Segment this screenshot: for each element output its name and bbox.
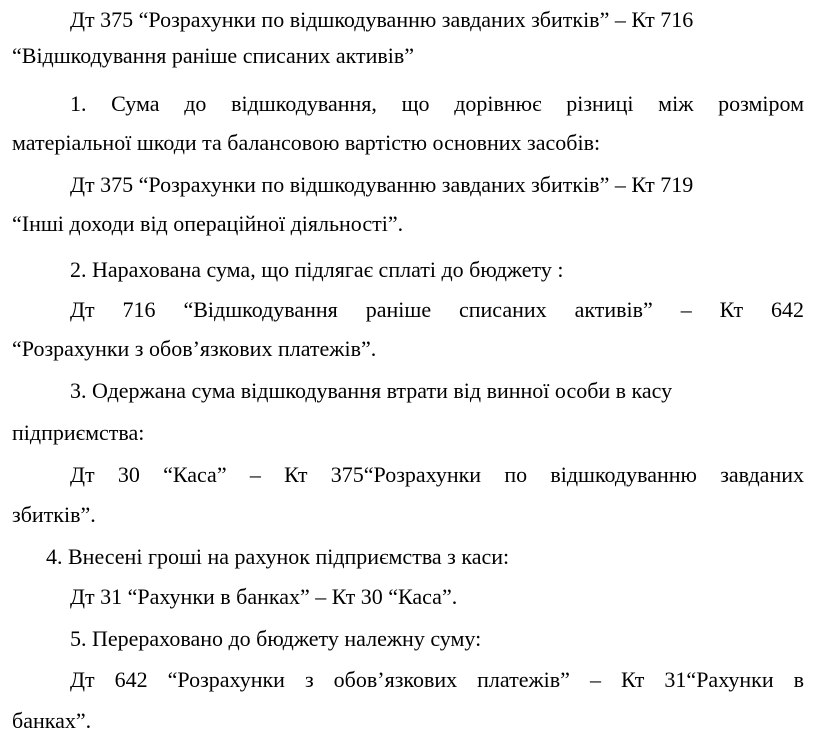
entry-line-30-375-cont: збитків”. [12, 502, 96, 527]
entry-line-642-31-cont: банках”. [12, 708, 92, 733]
item-5-line: 5. Перераховано до бюджету належну суму: [70, 626, 482, 651]
item-2-line: 2. Нарахована сума, що підлягає сплаті до бюджету : [70, 257, 564, 282]
entry-line-375-716-cont: “Відшкодування раніше списаних активів” [12, 43, 415, 68]
item-3-line: 3. Одержана сума відшкодування втрати від винної особи в касу [70, 378, 673, 403]
item-4-line: 4. Внесені гроші на рахунок підприємства з каси: [46, 544, 510, 569]
entry-line-716-642: Дт 716 “Відшкодування раніше списаних активів” – Кт 642 [70, 297, 804, 322]
entry-line-31-30: Дт 31 “Рахунки в банках” – Кт 30 “Каса”. [70, 584, 458, 609]
entry-line-642-31: Дт 642 “Розрахунки з обов’язкових платежів” – Кт 31“Рахунки в [70, 667, 804, 692]
item-1-line: 1. Сума до відшкодування, що дорівнює різниці між розміром [70, 91, 804, 116]
entry-line-716-642-cont: “Розрахунки з обов’язкових платежів”. [12, 336, 377, 361]
item-3-line-cont: підприємства: [12, 420, 145, 445]
entry-line-375-716: Дт 375 “Розрахунки по відшкодуванню завданих збитків” – Кт 716 [70, 7, 694, 32]
entry-line-375-719: Дт 375 “Розрахунки по відшкодуванню завданих збитків” – Кт 719 [70, 172, 694, 197]
entry-line-375-719-cont: “Інші доходи від операційної діяльності”. [12, 211, 404, 236]
entry-line-30-375: Дт 30 “Каса” – Кт 375“Розрахунки по відшкодуванню завданих [70, 462, 804, 487]
item-1-line-cont: матеріальної шкоди та балансовою вартістю основних засобів: [12, 130, 601, 155]
